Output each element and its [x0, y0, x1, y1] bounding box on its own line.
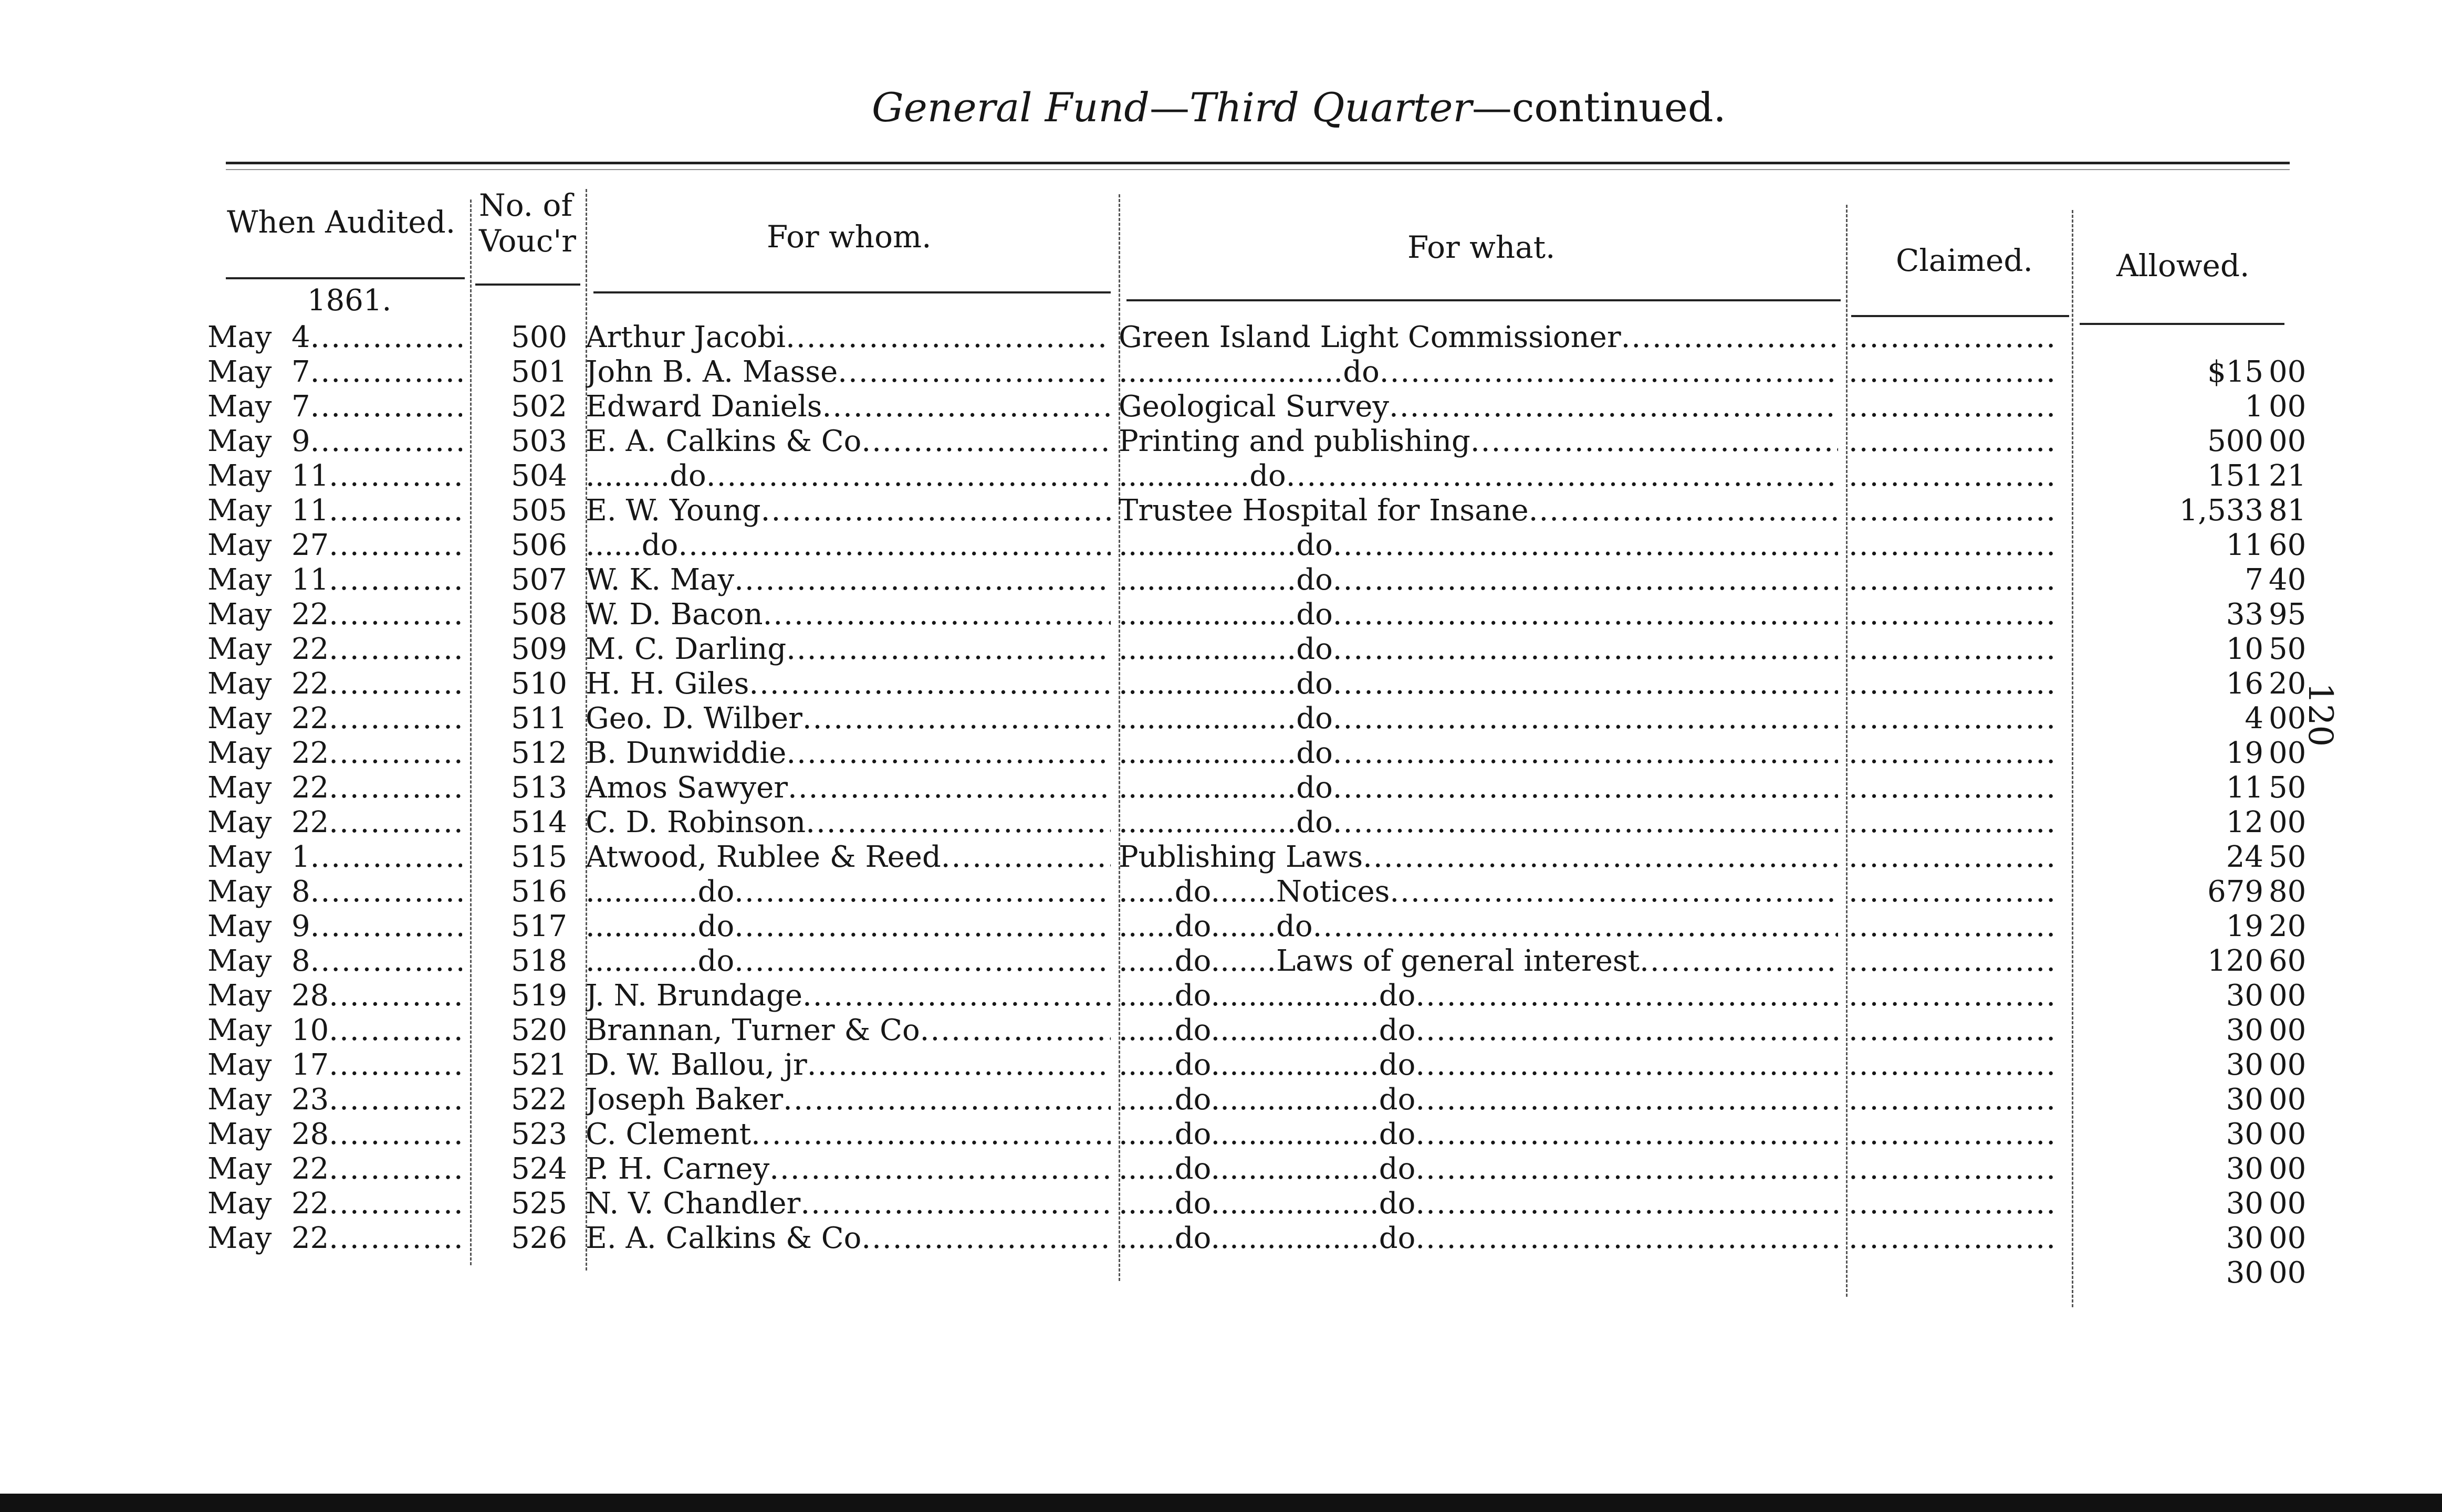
cell-allowed-dollars: 151 [2207, 459, 2263, 493]
cell-month: May [207, 320, 272, 354]
cell-voucher-number: 520 [511, 1013, 567, 1047]
cell-month: May [207, 1013, 272, 1047]
scan-bottom-edge [0, 1494, 2442, 1512]
cell-for-whom: ............do ..... [586, 944, 1111, 979]
cell-for-whom: N. V. Chandler ..... [586, 1186, 1111, 1221]
trailing-allowed-row [0, 1256, 2442, 1290]
cell-for-whom: Brannan, Turner & Co ..... [586, 1013, 1111, 1048]
table-row [0, 528, 2442, 563]
cell-month: May [207, 494, 272, 528]
cell-for-whom: W. K. May ..... [586, 563, 1111, 597]
cell-voucher-number: 508 [511, 597, 567, 632]
cell-day: 22 ..... [291, 736, 462, 771]
cell-for-what: ...................do ..... [1119, 667, 1838, 701]
cell-allowed-cents: 60 [2269, 528, 2307, 562]
table-row [0, 1013, 2442, 1048]
cell-allowed-cents: 00 [2269, 1048, 2307, 1082]
title-fund: General Fund [872, 84, 1150, 131]
cell-claimed [1849, 597, 2059, 632]
cell-for-whom: H. H. Giles ..... [586, 667, 1111, 701]
header-for-what: For what. [1407, 229, 1556, 265]
cell-for-whom: J. N. Brundage ..... [586, 979, 1111, 1013]
cell-voucher-number: 517 [511, 909, 567, 943]
cell-for-whom: ............do ..... [586, 909, 1111, 944]
cell-allowed-dollars: 30 [2226, 1221, 2263, 1255]
cell-allowed-dollars: 30 [2226, 1152, 2263, 1186]
cell-for-whom: M. C. Darling ..... [586, 632, 1111, 667]
cell-voucher-number: 526 [511, 1221, 567, 1255]
cell-allowed-dollars: 24 [2226, 840, 2263, 874]
cell-voucher-number: 513 [511, 771, 567, 805]
cell-for-whom: Geo. D. Wilber ..... [586, 701, 1111, 736]
cell-for-whom: E. A. Calkins & Co ..... [586, 424, 1111, 459]
cell-voucher-number: 506 [511, 528, 567, 562]
cell-for-what: ...................do ..... [1119, 597, 1838, 632]
cell-allowed-dollars: 11 [2226, 528, 2263, 562]
cell-allowed-cents: 00 [2269, 355, 2307, 389]
cell-allowed-cents [2269, 320, 2321, 355]
cell-allowed-dollars: $15 [2207, 355, 2263, 389]
cell-for-what: ..............do ..... [1119, 459, 1838, 494]
cell-voucher-number: 510 [511, 667, 567, 701]
table-row [0, 1186, 2442, 1221]
cell-voucher-number: 515 [511, 840, 567, 874]
table-row [0, 771, 2442, 805]
cell-allowed-dollars: 120 [2207, 944, 2263, 978]
cell-day: 8 ..... [291, 944, 462, 979]
cell-month: May [207, 390, 272, 424]
header-underline-voucher [475, 284, 580, 286]
cell-day: 22 ..... [291, 667, 462, 701]
top-rule [226, 162, 2290, 164]
cell-month: May [207, 840, 272, 874]
cell-month: May [207, 1221, 272, 1255]
cell-for-what: ......do..................do ..... [1119, 1083, 1838, 1117]
cell-for-whom: E. A. Calkins & Co ..... [586, 1221, 1111, 1256]
cell-claimed [1849, 979, 2059, 1013]
cell-month: May [207, 1117, 272, 1151]
cell-day: 9 ..... [291, 909, 462, 944]
cell-for-whom: P. H. Carney ..... [586, 1152, 1111, 1186]
cell-allowed-cents: 00 [2269, 1013, 2307, 1047]
cell-for-what: ...................do ..... [1119, 736, 1838, 771]
cell-for-what: ......do.......Laws of general interest ..... [1119, 944, 1838, 979]
cell-for-what: ......do..................do ..... [1119, 979, 1838, 1013]
cell-voucher-number: 507 [511, 563, 567, 597]
cell-claimed [1849, 701, 2059, 736]
cell-claimed [1849, 424, 2059, 459]
cell-for-whom: E. W. Young ..... [586, 494, 1111, 528]
title-continued: continued. [1511, 84, 1726, 131]
cell-allowed-dollars: 10 [2226, 632, 2263, 666]
cell-voucher-number: 518 [511, 944, 567, 978]
cell-allowed-cents: 00 [2269, 1152, 2307, 1186]
table-row [0, 355, 2442, 390]
cell-allowed-dollars: 4 [2245, 701, 2263, 736]
cell-allowed-dollars [2090, 320, 2263, 355]
cell-month: May [207, 1186, 272, 1221]
cell-claimed [1849, 355, 2059, 390]
header-voucher-line2: Vouc'r [479, 223, 576, 259]
cell-claimed [1849, 875, 2059, 909]
cell-day: 11 ..... [291, 563, 462, 597]
cell-allowed-dollars: 500 [2207, 424, 2263, 458]
top-rule-thin [226, 169, 2290, 170]
cell-allowed-dollars: 30 [2226, 1256, 2263, 1290]
table-row [0, 736, 2442, 771]
cell-month: May [207, 1048, 272, 1082]
cell-claimed [1849, 632, 2059, 667]
cell-voucher-number: 511 [511, 701, 567, 736]
table-row [0, 875, 2442, 909]
table-row [0, 805, 2442, 840]
cell-claimed [1849, 1117, 2059, 1152]
cell-claimed [1849, 909, 2059, 944]
cell-claimed [1849, 667, 2059, 701]
cell-day: 27 ..... [291, 528, 462, 563]
cell-for-what: ......do..................do ..... [1119, 1117, 1838, 1152]
cell-allowed-cents: 00 [2269, 424, 2307, 458]
table-row [0, 1221, 2442, 1256]
page-number: 120 [2301, 682, 2340, 747]
cell-claimed [1849, 1186, 2059, 1221]
cell-day: 8 ..... [291, 875, 462, 909]
cell-day: 22 ..... [291, 701, 462, 736]
cell-for-what: ...................do ..... [1119, 805, 1838, 840]
cell-month: May [207, 667, 272, 701]
cell-month: May [207, 979, 272, 1013]
cell-day: 22 ..... [291, 1221, 462, 1256]
cell-day: 9 ..... [291, 424, 462, 459]
cell-month: May [207, 563, 272, 597]
cell-voucher-number: 524 [511, 1152, 567, 1186]
cell-voucher-number: 504 [511, 459, 567, 493]
cell-claimed [1849, 1152, 2059, 1186]
cell-for-what: ......do..................do ..... [1119, 1013, 1838, 1048]
cell-day: 22 ..... [291, 1152, 462, 1186]
table-row [0, 459, 2442, 494]
table-row [0, 1083, 2442, 1117]
cell-claimed [1849, 390, 2059, 424]
cell-for-whom: C. D. Robinson ..... [586, 805, 1111, 840]
cell-allowed-dollars: 11 [2226, 771, 2263, 805]
table-row [0, 1117, 2442, 1152]
cell-month: May [207, 875, 272, 909]
cell-claimed [1849, 1083, 2059, 1117]
cell-for-whom: Edward Daniels ..... [586, 390, 1111, 424]
cell-voucher-number: 523 [511, 1117, 567, 1151]
cell-for-what: ......do..................do ..... [1119, 1221, 1838, 1256]
cell-month: May [207, 736, 272, 770]
cell-for-whom: C. Clement ..... [586, 1117, 1111, 1152]
cell-month: May [207, 771, 272, 805]
cell-allowed-cents: 20 [2269, 909, 2307, 943]
cell-day: 28 ..... [291, 1117, 462, 1152]
cell-month: May [207, 701, 272, 736]
cell-month: May [207, 424, 272, 458]
cell-day: 17 ..... [291, 1048, 462, 1083]
table-row [0, 979, 2442, 1013]
cell-voucher-number: 521 [511, 1048, 567, 1082]
cell-day: 7 ..... [291, 355, 462, 390]
cell-day: 10 ..... [291, 1013, 462, 1048]
cell-allowed-cents: 00 [2269, 805, 2307, 839]
cell-voucher-number: 500 [511, 320, 567, 354]
cell-for-what: ...................do ..... [1119, 771, 1838, 805]
cell-voucher-number: 502 [511, 390, 567, 424]
table-row [0, 597, 2442, 632]
cell-for-what: Green Island Light Commissioner ..... [1119, 320, 1838, 355]
cell-claimed [1849, 1221, 2059, 1256]
cell-day: 22 ..... [291, 597, 462, 632]
cell-allowed-cents: 80 [2269, 875, 2307, 909]
cell-voucher-number: 525 [511, 1186, 567, 1221]
header-when-audited: When Audited. [227, 204, 456, 240]
cell-allowed-dollars: 30 [2226, 1013, 2263, 1047]
cell-allowed-cents: 00 [2269, 701, 2307, 736]
header-underline-whom [593, 291, 1111, 293]
cell-claimed [1849, 528, 2059, 563]
header-voucher-line1: No. of [479, 187, 572, 223]
cell-allowed-dollars: 19 [2226, 909, 2263, 943]
cell-allowed-dollars: 16 [2226, 667, 2263, 701]
cell-for-whom: John B. A. Masse ..... [586, 355, 1111, 390]
cell-for-what: ......do..................do ..... [1119, 1048, 1838, 1083]
table-row [0, 563, 2442, 597]
cell-voucher-number: 519 [511, 979, 567, 1013]
cell-claimed [1849, 944, 2059, 979]
cell-month: May [207, 1152, 272, 1186]
cell-claimed [1849, 1013, 2059, 1048]
cell-for-whom: Amos Sawyer ..... [586, 771, 1111, 805]
cell-allowed-dollars: 30 [2226, 1048, 2263, 1082]
table-row [0, 632, 2442, 667]
cell-claimed [1849, 494, 2059, 528]
cell-allowed-cents: 81 [2269, 494, 2307, 528]
table-row [0, 701, 2442, 736]
table-row [0, 909, 2442, 944]
cell-allowed-cents: 00 [2269, 1186, 2307, 1221]
cell-claimed [1849, 805, 2059, 840]
cell-claimed [1849, 563, 2059, 597]
header-claimed: Claimed. [1896, 243, 2033, 278]
cell-voucher-number: 512 [511, 736, 567, 770]
cell-claimed [1849, 840, 2059, 875]
cell-allowed-cents: 00 [2269, 979, 2307, 1013]
cell-day: 11 ..... [291, 459, 462, 494]
cell-month: May [207, 632, 272, 666]
cell-claimed [1849, 771, 2059, 805]
cell-month: May [207, 805, 272, 839]
cell-claimed [1849, 320, 2059, 355]
cell-for-what: Printing and publishing ..... [1119, 424, 1838, 459]
cell-allowed-dollars: 30 [2226, 979, 2263, 1013]
cell-allowed-cents: 50 [2269, 840, 2307, 874]
cell-allowed-dollars: 30 [2226, 1083, 2263, 1117]
cell-day: 23 ..... [291, 1083, 462, 1117]
cell-for-whom: ............do ..... [586, 875, 1111, 909]
cell-for-what: ......do.......do ..... [1119, 909, 1838, 944]
title-quarter: Third Quarter [1189, 84, 1472, 131]
table-row [0, 1152, 2442, 1186]
cell-for-what: Publishing Laws ..... [1119, 840, 1838, 875]
cell-allowed-cents: 20 [2269, 667, 2307, 701]
cell-allowed-cents: 00 [2269, 736, 2307, 770]
cell-for-whom: D. W. Ballou, jr ..... [586, 1048, 1111, 1083]
cell-claimed [1849, 736, 2059, 771]
year-label: 1861. [307, 284, 392, 318]
cell-allowed-dollars: 1 [2245, 390, 2263, 424]
cell-allowed-cents: 21 [2269, 459, 2307, 493]
cell-allowed-dollars: 7 [2245, 563, 2263, 597]
cell-for-whom: Joseph Baker ..... [586, 1083, 1111, 1117]
cell-allowed-cents: 95 [2269, 597, 2307, 632]
cell-day: 22 ..... [291, 632, 462, 667]
cell-for-what: ......do..................do ..... [1119, 1186, 1838, 1221]
cell-allowed-dollars: 1,533 [2179, 494, 2263, 528]
table-row [0, 320, 2442, 355]
cell-for-what: ......do..................do ..... [1119, 1152, 1838, 1186]
title-dash-2: — [1472, 84, 1512, 131]
cell-allowed-dollars: 12 [2226, 805, 2263, 839]
header-underline-what [1126, 299, 1841, 301]
cell-month: May [207, 355, 272, 389]
cell-day: 4 ..... [291, 320, 462, 355]
cell-voucher-number: 501 [511, 355, 567, 389]
cell-allowed-cents: 00 [2269, 1117, 2307, 1151]
cell-voucher-number: 505 [511, 494, 567, 528]
cell-for-what: ...................do ..... [1119, 701, 1838, 736]
cell-day: 28 ..... [291, 979, 462, 1013]
cell-allowed-dollars: 679 [2207, 875, 2263, 909]
cell-claimed [1849, 459, 2059, 494]
cell-month: May [207, 944, 272, 978]
cell-allowed-cents: 00 [2269, 390, 2307, 424]
cell-day: 7 ..... [291, 390, 462, 424]
table-row [0, 424, 2442, 459]
cell-allowed-cents: 00 [2269, 1083, 2307, 1117]
table-row [0, 390, 2442, 424]
cell-voucher-number: 509 [511, 632, 567, 666]
cell-month: May [207, 909, 272, 943]
cell-for-whom: W. D. Bacon ..... [586, 597, 1111, 632]
cell-allowed-cents: 50 [2269, 632, 2307, 666]
cell-allowed-dollars: 33 [2226, 597, 2263, 632]
cell-month: May [207, 1083, 272, 1117]
cell-allowed-cents: 00 [2269, 1256, 2307, 1290]
header-allowed: Allowed. [2116, 248, 2250, 284]
cell-allowed-cents: 40 [2269, 563, 2307, 597]
cell-day: 22 ..... [291, 805, 462, 840]
cell-month: May [207, 459, 272, 493]
cell-allowed-cents: 60 [2269, 944, 2307, 978]
table-row [0, 494, 2442, 528]
table-row [0, 1048, 2442, 1083]
cell-for-whom: B. Dunwiddie ..... [586, 736, 1111, 771]
cell-for-what: ...................do ..... [1119, 632, 1838, 667]
cell-for-what: Geological Survey ..... [1119, 390, 1838, 424]
cell-for-what: ...................do ..... [1119, 563, 1838, 597]
cell-day: 1 ..... [291, 840, 462, 875]
cell-day: 22 ..... [291, 1186, 462, 1221]
header-for-whom: For whom. [767, 219, 932, 255]
table-row [0, 840, 2442, 875]
cell-for-what: ........................do ..... [1119, 355, 1838, 390]
cell-day: 22 ..... [291, 771, 462, 805]
cell-allowed-cents: 50 [2269, 771, 2307, 805]
cell-voucher-number: 522 [511, 1083, 567, 1117]
cell-allowed-dollars: 30 [2226, 1117, 2263, 1151]
table-row [0, 667, 2442, 701]
cell-for-whom: ......do ..... [586, 528, 1111, 563]
cell-for-what: ...................do ..... [1119, 528, 1838, 563]
cell-month: May [207, 597, 272, 632]
cell-voucher-number: 514 [511, 805, 567, 839]
cell-for-whom: Arthur Jacobi ..... [586, 320, 1111, 355]
cell-voucher-number: 503 [511, 424, 567, 458]
cell-voucher-number: 516 [511, 875, 567, 909]
cell-allowed-cents: 00 [2269, 1221, 2307, 1255]
cell-claimed [1849, 1048, 2059, 1083]
header-underline-audited [226, 277, 465, 279]
cell-allowed-dollars: 30 [2226, 1186, 2263, 1221]
page-title [872, 84, 1726, 131]
cell-for-whom: .........do ..... [586, 459, 1111, 494]
header-underline-claimed [1851, 315, 2069, 317]
table-row [0, 944, 2442, 979]
cell-month: May [207, 528, 272, 562]
cell-allowed-dollars: 19 [2226, 736, 2263, 770]
cell-for-whom: Atwood, Rublee & Reed ..... [586, 840, 1111, 875]
title-dash-1: — [1150, 84, 1189, 131]
cell-day: 11 ..... [291, 494, 462, 528]
cell-for-what: Trustee Hospital for Insane ..... [1119, 494, 1838, 528]
cell-for-what: ......do.......Notices ..... [1119, 875, 1838, 909]
